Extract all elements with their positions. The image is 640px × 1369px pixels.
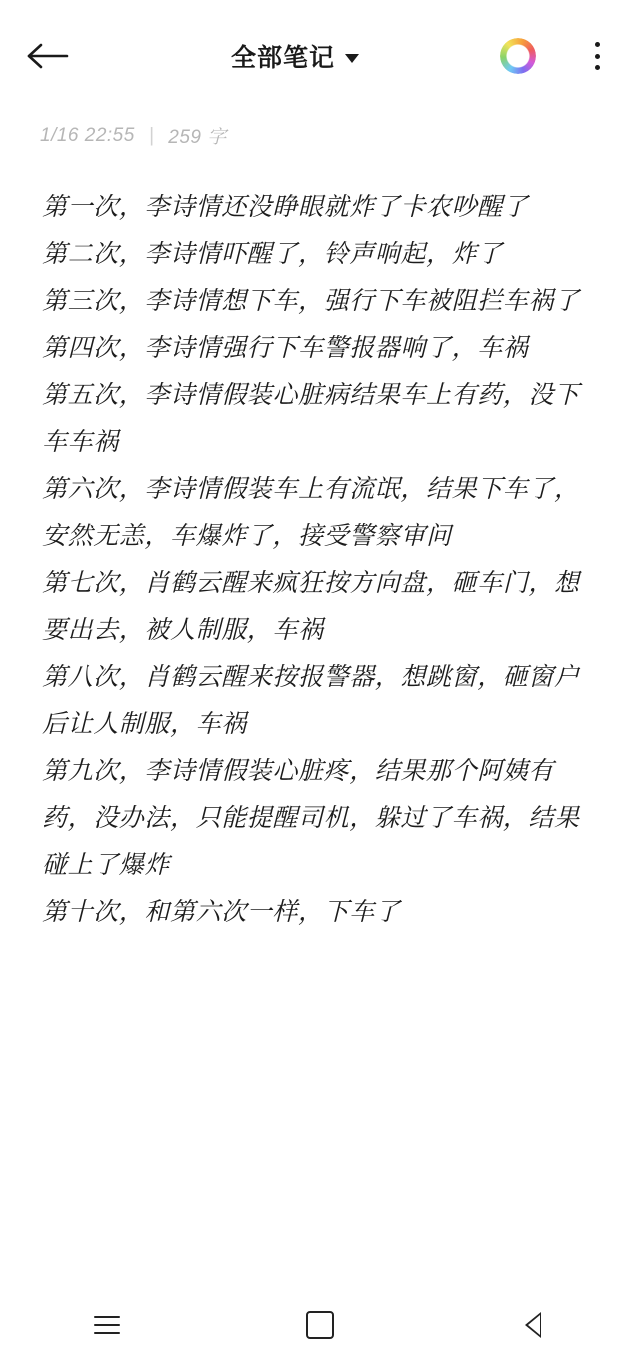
note-line: 第七次，肖鹤云醒来疯狂按方向盘，砸车门，想要出去，被人制服，车祸 — [42, 568, 580, 644]
note-line: 第六次，李诗情假装车上有流氓，结果下车了，安然无恙，车爆炸了，接受警察审问 — [42, 474, 580, 550]
note-timestamp: 1/16 22:55 — [40, 124, 135, 146]
more-options-button[interactable] — [580, 36, 614, 76]
page-title: 全部笔记 — [230, 44, 335, 72]
more-vertical-icon-dot — [595, 65, 600, 70]
note-line: 第九次，李诗情假装心脏疼，结果那个阿姨有药，没办法，只能提醒司机，躲过了车祸，结果碰上了爆炸 — [42, 756, 580, 879]
home-icon — [306, 1311, 334, 1339]
more-vertical-icon-dot — [595, 42, 600, 47]
note-line: 第八次，肖鹤云醒来按报警器，想跳窗，砸窗户后让人制服，车祸 — [42, 662, 580, 738]
note-line: 第四次，李诗情强行下车警报器响了，车祸 — [42, 333, 529, 362]
chevron-down-icon — [345, 54, 359, 63]
system-navigation-bar — [0, 1281, 640, 1369]
nav-back-button[interactable] — [488, 1295, 578, 1355]
note-content[interactable] — [0, 149, 640, 935]
note-line: 第一次，李诗情还没睁眼就炸了卡农吵醒了 — [42, 192, 529, 221]
color-ring-icon[interactable] — [500, 38, 536, 74]
recents-icon — [94, 1316, 120, 1334]
notebook-selector[interactable] — [90, 38, 500, 74]
meta-separator: | — [148, 124, 155, 146]
app-header — [0, 0, 640, 112]
back-button[interactable] — [26, 27, 84, 85]
note-line: 第十次，和第六次一样，下车了 — [42, 897, 401, 926]
note-meta — [0, 112, 640, 149]
note-line: 第五次，李诗情假装心脏病结果车上有药，没下车车祸 — [42, 380, 580, 456]
note-line: 第二次，李诗情吓醒了，铃声响起，炸了 — [42, 239, 503, 268]
note-word-count: 259 字 — [168, 127, 227, 148]
note-line: 第三次，李诗情想下车，强行下车被阻拦车祸了 — [42, 286, 580, 315]
more-vertical-icon-dot — [595, 54, 600, 59]
arrow-left-icon — [26, 41, 70, 71]
nav-home-button[interactable] — [275, 1295, 365, 1355]
nav-recents-button[interactable] — [62, 1295, 152, 1355]
nav-back-icon — [525, 1312, 541, 1338]
